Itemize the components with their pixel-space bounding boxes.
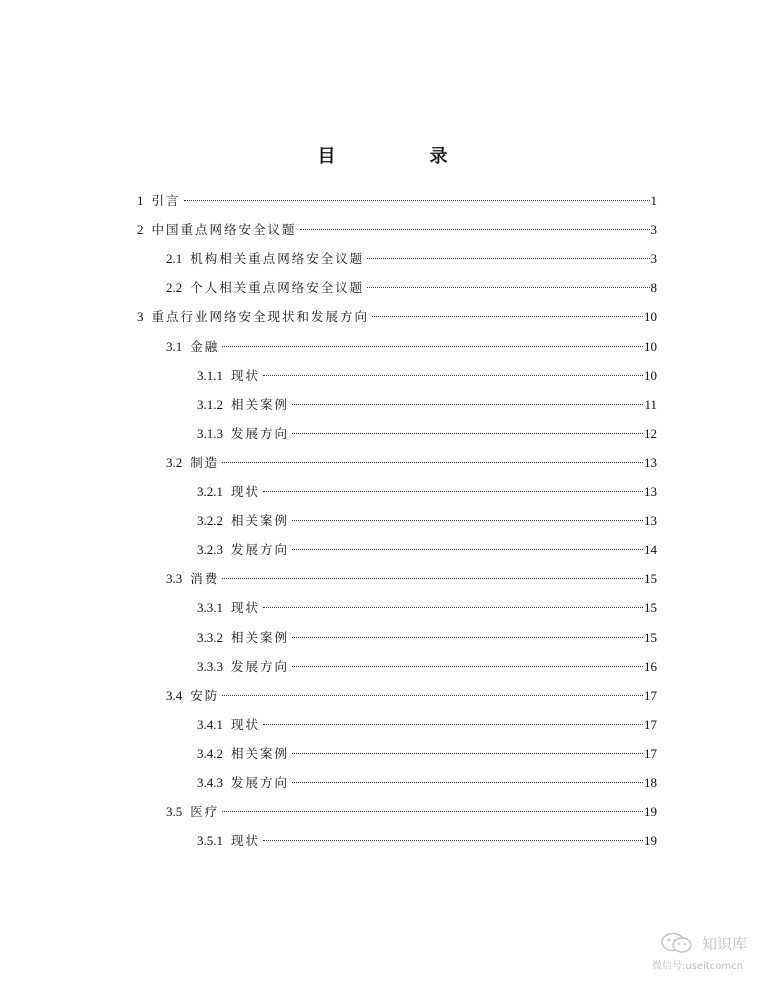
toc-entry[interactable]	[166, 685, 657, 707]
toc-entry-page: 19	[644, 833, 657, 849]
toc-entry-label: 现状	[231, 600, 261, 616]
toc-entry-page: 3	[650, 222, 657, 238]
toc-entry-label: 中国重点网络安全议题	[151, 222, 297, 238]
toc-entry-number: 3.1.3	[197, 425, 223, 441]
toc-entry-label: 消费	[190, 571, 220, 587]
toc-leader-dots	[292, 666, 643, 667]
toc-entry-number: 2	[137, 222, 144, 238]
toc-entry-number: 3.1	[166, 338, 183, 354]
toc-entry[interactable]	[166, 452, 657, 474]
toc-leader-dots	[372, 316, 643, 317]
toc-entry-label: 现状	[231, 367, 261, 383]
watermark	[652, 932, 760, 972]
toc-entry-label: 相关案例	[231, 629, 290, 645]
toc-entry[interactable]	[197, 394, 657, 416]
toc-entry[interactable]	[197, 510, 657, 532]
toc-entry[interactable]	[197, 597, 657, 619]
toc-leader-dots	[222, 811, 643, 812]
toc-entry-label: 相关案例	[231, 513, 290, 529]
toc-entry-number: 3.2	[166, 454, 183, 470]
toc-leader-dots	[292, 520, 643, 521]
toc-entry-page: 13	[644, 513, 657, 529]
toc-entry[interactable]	[166, 248, 657, 270]
wechat-icon	[660, 932, 694, 954]
toc-entry[interactable]	[166, 277, 657, 299]
toc-leader-dots	[292, 637, 643, 638]
toc-entry-page: 12	[644, 425, 657, 441]
toc-entry-label: 相关案例	[231, 745, 290, 761]
toc-entry-label: 制造	[190, 454, 220, 470]
toc-entry-page: 1	[650, 193, 657, 208]
toc-entry-label: 发展方向	[231, 775, 290, 790]
toc-entry-label: 现状	[231, 716, 261, 732]
toc-leader-dots	[292, 782, 643, 783]
toc-entry[interactable]	[197, 772, 657, 794]
toc-entry-number: 3.3.2	[197, 629, 223, 645]
toc-entry-number: 1	[137, 193, 144, 208]
toc-entry-number: 3.4.1	[197, 716, 223, 732]
toc-entry-page: 19	[644, 804, 657, 820]
toc-entry-label: 现状	[231, 484, 261, 499]
toc-entry-label: 发展方向	[231, 425, 290, 441]
toc-entry-page: 15	[644, 629, 657, 645]
toc-entry-number: 3.3.1	[197, 600, 223, 616]
toc-leader-dots	[292, 549, 643, 550]
toc-entry-number: 3.3.3	[197, 658, 223, 674]
toc-entry-page: 14	[644, 542, 657, 558]
toc-entry[interactable]	[197, 423, 657, 445]
toc-entry-label: 个人相关重点网络安全议题	[190, 280, 365, 296]
toc-entry-label: 金融	[190, 338, 220, 354]
toc-entry-number: 2.1	[166, 251, 183, 267]
toc-entry-label: 医疗	[190, 804, 220, 820]
toc-leader-dots	[292, 433, 643, 434]
watermark-account: 微信号:useitcomcn	[652, 961, 743, 972]
toc-entry-label: 相关案例	[231, 396, 290, 412]
toc-entry[interactable]	[197, 627, 657, 649]
toc-entry-number: 3.2.3	[197, 542, 223, 558]
toc-leader-dots	[263, 491, 643, 492]
toc-entry-label: 重点行业网络安全现状和发展方向	[151, 309, 370, 325]
toc-entry-page: 8	[650, 280, 657, 296]
toc-entry[interactable]	[197, 365, 657, 387]
toc-leader-dots	[263, 375, 643, 376]
toc-entry-page: 13	[644, 454, 657, 470]
toc-entry[interactable]	[197, 830, 657, 852]
toc-entry-page: 10	[644, 338, 657, 354]
toc-leader-dots	[222, 578, 643, 579]
toc-leader-dots	[292, 753, 643, 754]
toc-entry-number: 3.5.1	[197, 833, 223, 849]
toc-leader-dots	[263, 724, 643, 725]
toc-entry-page: 15	[644, 600, 657, 616]
toc-entry-page: 18	[644, 775, 657, 790]
toc-entry-number: 3.4.2	[197, 745, 223, 761]
toc-entry-page: 13	[644, 484, 657, 499]
toc-leader-dots	[222, 695, 643, 696]
toc-entry-number: 3.5	[166, 804, 183, 820]
toc-entry[interactable]	[197, 743, 657, 765]
toc-leader-dots	[184, 200, 650, 201]
toc-entry[interactable]	[137, 306, 657, 328]
watermark-brand: 知识库	[702, 934, 748, 953]
toc-leader-dots	[367, 258, 649, 259]
toc-entry-label: 发展方向	[231, 658, 290, 674]
toc-entry-number: 3.1.1	[197, 367, 223, 383]
toc-entry-page: 3	[650, 251, 657, 267]
toc-leader-dots	[263, 607, 643, 608]
toc-leader-dots	[263, 840, 643, 841]
page-title: 目 录	[317, 146, 486, 167]
toc-entry[interactable]	[166, 801, 657, 823]
toc-entry-label: 发展方向	[231, 542, 290, 558]
toc-entry[interactable]	[197, 714, 657, 736]
toc-entry-label: 机构相关重点网络安全议题	[190, 251, 365, 267]
toc-entry-page: 17	[644, 716, 657, 732]
toc-entry-page: 17	[644, 745, 657, 761]
toc-entry-number: 3.4.3	[197, 775, 223, 790]
toc-leader-dots	[292, 404, 643, 405]
toc-entry-page: 10	[644, 309, 657, 325]
toc-entry[interactable]	[166, 568, 657, 590]
toc-entry-number: 2.2	[166, 280, 183, 296]
toc-entry[interactable]	[166, 336, 657, 358]
toc-entry-number: 3.3	[166, 571, 183, 587]
toc-entry[interactable]	[197, 656, 657, 678]
toc-entry-page: 16	[644, 658, 657, 674]
toc-entry[interactable]	[197, 539, 657, 561]
toc-entry-number: 3.2.1	[197, 484, 223, 499]
toc-leader-dots	[367, 287, 649, 288]
toc-leader-dots	[222, 462, 643, 463]
toc-entry-page: 15	[644, 571, 657, 587]
toc-entry-number: 3	[137, 309, 144, 325]
toc-entry-label: 现状	[231, 833, 261, 849]
toc-entry-label: 引言	[151, 193, 181, 208]
toc-entry-label: 安防	[190, 687, 220, 703]
toc-entry-page: 17	[644, 687, 657, 703]
toc-leader-dots	[300, 229, 650, 230]
toc-entry-number: 3.2.2	[197, 513, 223, 529]
toc-entry-page: 11	[644, 396, 657, 412]
toc-entry[interactable]	[137, 190, 657, 212]
toc-entry-number: 3.1.2	[197, 396, 223, 412]
toc-entry[interactable]	[197, 481, 657, 503]
toc-entry-page: 10	[644, 367, 657, 383]
toc-leader-dots	[222, 346, 643, 347]
toc-entry[interactable]	[137, 219, 657, 241]
toc-entry-number: 3.4	[166, 687, 183, 703]
